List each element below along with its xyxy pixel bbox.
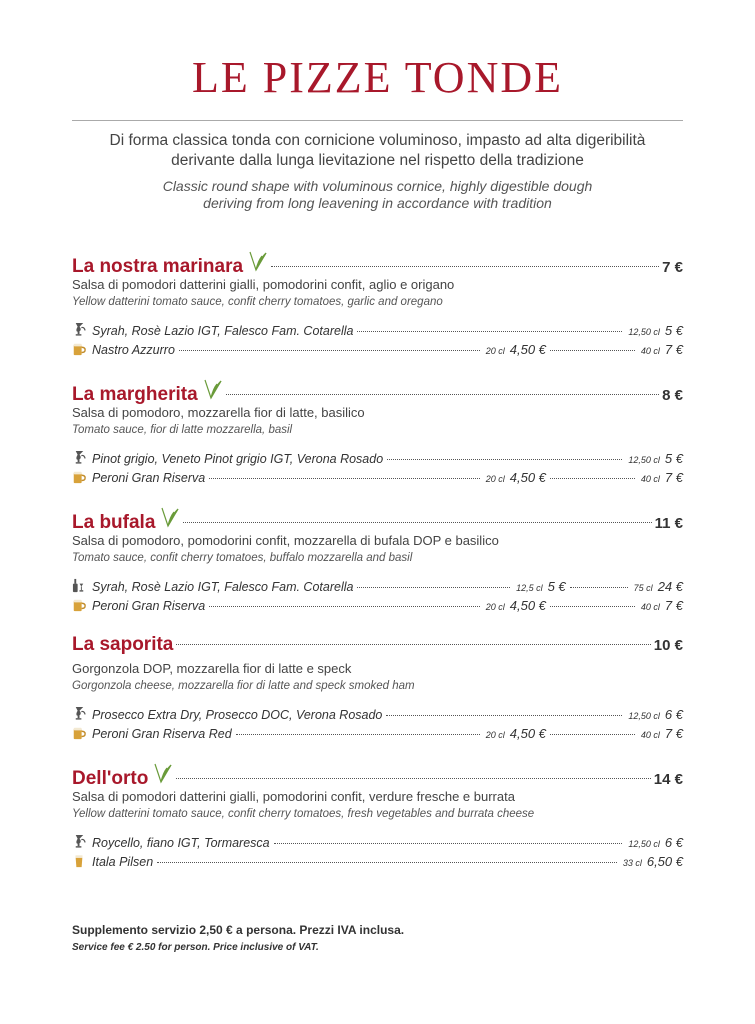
drink-price: 6,50 € [646, 854, 683, 869]
description-english: Yellow datterini tomato sauce, confit cherry tomatoes, garlic and oregano [72, 296, 443, 308]
pizza-price: 10 € [653, 637, 683, 654]
wine-pairing [72, 576, 683, 596]
leaf-icon [203, 378, 223, 400]
volume: 12,50 cl [628, 839, 660, 849]
menu-item-header [72, 378, 683, 404]
description-italian: Salsa di pomodoro, pomodorini confit, mozzarella di bufala DOP e basilico [72, 533, 499, 548]
menu-item [72, 506, 683, 616]
beer-name: Peroni Gran Riserva [92, 471, 206, 485]
pizza-name: Dell'orto [72, 768, 149, 789]
volume: 20 cl [485, 730, 505, 740]
beer-pairing [72, 724, 683, 744]
description-italian: Salsa di pomodori datterini gialli, pomodorini confit, verdure fresche e burrata [72, 789, 515, 804]
dotted-leader [176, 778, 651, 779]
dotted-leader [570, 587, 628, 588]
service-fee-english: Service fee € 2.50 for person. Price inclusive of VAT. [72, 942, 319, 953]
dotted-leader [209, 606, 479, 607]
wine-name: Prosecco Extra Dry, Prosecco DOC, Verona Rosado [92, 708, 383, 722]
menu-item-header [72, 634, 683, 660]
leaf-icon [153, 762, 173, 784]
header-divider [72, 120, 683, 121]
dotted-leader [209, 478, 479, 479]
volume: 12,50 cl [628, 455, 660, 465]
drink-price: 4,50 € [509, 342, 546, 357]
description-english: Tomato sauce, confit cherry tomatoes, buffalo mozzarella and basil [72, 552, 413, 564]
beer-pairing [72, 852, 683, 872]
beer-mug-icon [72, 470, 92, 487]
dotted-leader [274, 843, 623, 844]
volume: 20 cl [485, 602, 505, 612]
volume: 40 cl [640, 346, 660, 356]
pizza-name: La nostra marinara [72, 256, 244, 277]
drink-price: 4,50 € [509, 598, 546, 613]
dotted-leader [183, 522, 651, 523]
intro-italian-line-2: derivante dalla lunga lievitazione nel rispetto della tradizione [171, 152, 584, 169]
intro-english-line-1: Classic round shape with voluminous cornice, highly digestible dough [162, 178, 593, 194]
drink-price: 6 € [664, 707, 683, 722]
pizza-price: 14 € [653, 771, 683, 788]
menu-item-header [72, 250, 683, 276]
drink-price: 4,50 € [509, 470, 546, 485]
drink-price: 5 € [664, 451, 683, 466]
wine-glass-icon [72, 834, 92, 852]
description-english: Tomato sauce, fior di latte mozzarella, basil [72, 424, 293, 436]
drink-price: 6 € [664, 835, 683, 850]
drink-pairings [72, 448, 683, 488]
drink-pairings [72, 704, 683, 744]
wine-glass-icon [72, 706, 92, 724]
drink-price: 24 € [657, 579, 683, 594]
wine-pairing [72, 320, 683, 340]
intro-english [60, 178, 695, 212]
wine-pairing [72, 832, 683, 852]
volume: 40 cl [640, 602, 660, 612]
wine-name: Syrah, Rosè Lazio IGT, Falesco Fam. Cotarella [92, 324, 354, 338]
description-italian: Gorgonzola DOP, mozzarella fior di latte e speck [72, 661, 352, 676]
drink-price: 7 € [664, 726, 683, 741]
beer-glass-icon [72, 854, 92, 871]
dotted-leader [157, 862, 617, 863]
wine-pairing [72, 704, 683, 724]
service-fee-italian: Supplemento servizio 2,50 € a persona. Prezzi IVA inclusa. [72, 923, 405, 937]
beer-mug-icon [72, 726, 92, 743]
dotted-leader [226, 394, 659, 395]
wine-name: Pinot grigio, Veneto Pinot grigio IGT, Verona Rosado [92, 452, 384, 466]
volume: 20 cl [485, 346, 505, 356]
dotted-leader [357, 587, 510, 588]
beer-name: Nastro Azzurro [92, 343, 175, 357]
menu-item [72, 634, 683, 744]
drink-price: 7 € [664, 598, 683, 613]
beer-mug-icon [72, 342, 92, 359]
description-english: Yellow datterini tomato sauce, confit cherry tomatoes, fresh vegetables and burrata cheese [72, 808, 535, 820]
volume: 20 cl [485, 474, 505, 484]
volume: 40 cl [640, 730, 660, 740]
menu-item [72, 378, 683, 488]
dotted-leader [387, 459, 622, 460]
drink-pairings [72, 832, 683, 872]
beer-mug-icon [72, 598, 92, 615]
drink-price: 7 € [664, 470, 683, 485]
pizza-price: 7 € [662, 259, 683, 276]
dotted-leader [179, 350, 480, 351]
wine-glass-icon [72, 450, 92, 468]
intro-italian [60, 131, 695, 171]
beer-pairing [72, 468, 683, 488]
pizza-price: 8 € [662, 387, 683, 404]
leaf-icon [160, 506, 180, 528]
pizza-name: La margherita [72, 384, 198, 405]
leaf-icon [248, 250, 268, 272]
volume: 12,5 cl [516, 583, 543, 593]
wine-glass-icon [72, 322, 92, 340]
description-english: Gorgonzola cheese, mozzarella fior di latte and speck smoked ham [72, 680, 415, 692]
beer-name: Itala Pilsen [92, 855, 154, 869]
dotted-leader [550, 350, 635, 351]
description-italian: Salsa di pomodoro, mozzarella fior di latte, basilico [72, 405, 365, 420]
dotted-leader [176, 644, 650, 645]
description-italian: Salsa di pomodori datterini gialli, pomodorini confit, aglio e origano [72, 277, 455, 292]
dotted-leader [357, 331, 622, 332]
drink-price: 5 € [664, 323, 683, 338]
wine-name: Syrah, Rosè Lazio IGT, Falesco Fam. Cotarella [92, 580, 354, 594]
wine-bottle-icon [72, 578, 92, 596]
drink-pairings [72, 576, 683, 616]
dotted-leader [271, 266, 659, 267]
drink-price: 5 € [547, 579, 566, 594]
intro-italian-line-1: Di forma classica tonda con cornicione voluminoso, impasto ad alta digeribilità [109, 132, 646, 149]
volume: 33 cl [622, 858, 642, 868]
dotted-leader [550, 606, 635, 607]
dotted-leader [386, 715, 622, 716]
dotted-leader [550, 478, 635, 479]
menu-item-header [72, 506, 683, 532]
intro-english-line-2: deriving from long leavening in accordance with tradition [203, 195, 552, 211]
volume: 75 cl [633, 583, 653, 593]
beer-name: Peroni Gran Riserva [92, 599, 206, 613]
dotted-leader [236, 734, 480, 735]
volume: 12,50 cl [628, 711, 660, 721]
drink-price: 4,50 € [509, 726, 546, 741]
drink-pairings [72, 320, 683, 360]
drink-price: 7 € [664, 342, 683, 357]
volume: 40 cl [640, 474, 660, 484]
wine-pairing [72, 448, 683, 468]
pizza-name: La bufala [72, 512, 156, 533]
beer-pairing [72, 340, 683, 360]
dotted-leader [550, 734, 635, 735]
menu-item-header [72, 762, 683, 788]
pizza-name: La saporita [72, 634, 174, 655]
menu-item [72, 762, 683, 872]
beer-pairing [72, 596, 683, 616]
menu-item [72, 250, 683, 360]
volume: 12,50 cl [628, 327, 660, 337]
page-title: LE PIZZE TONDE [192, 53, 563, 102]
beer-name: Peroni Gran Riserva Red [92, 727, 232, 741]
pizza-price: 11 € [654, 515, 683, 532]
wine-name: Roycello, fiano IGT, Tormaresca [92, 836, 270, 850]
